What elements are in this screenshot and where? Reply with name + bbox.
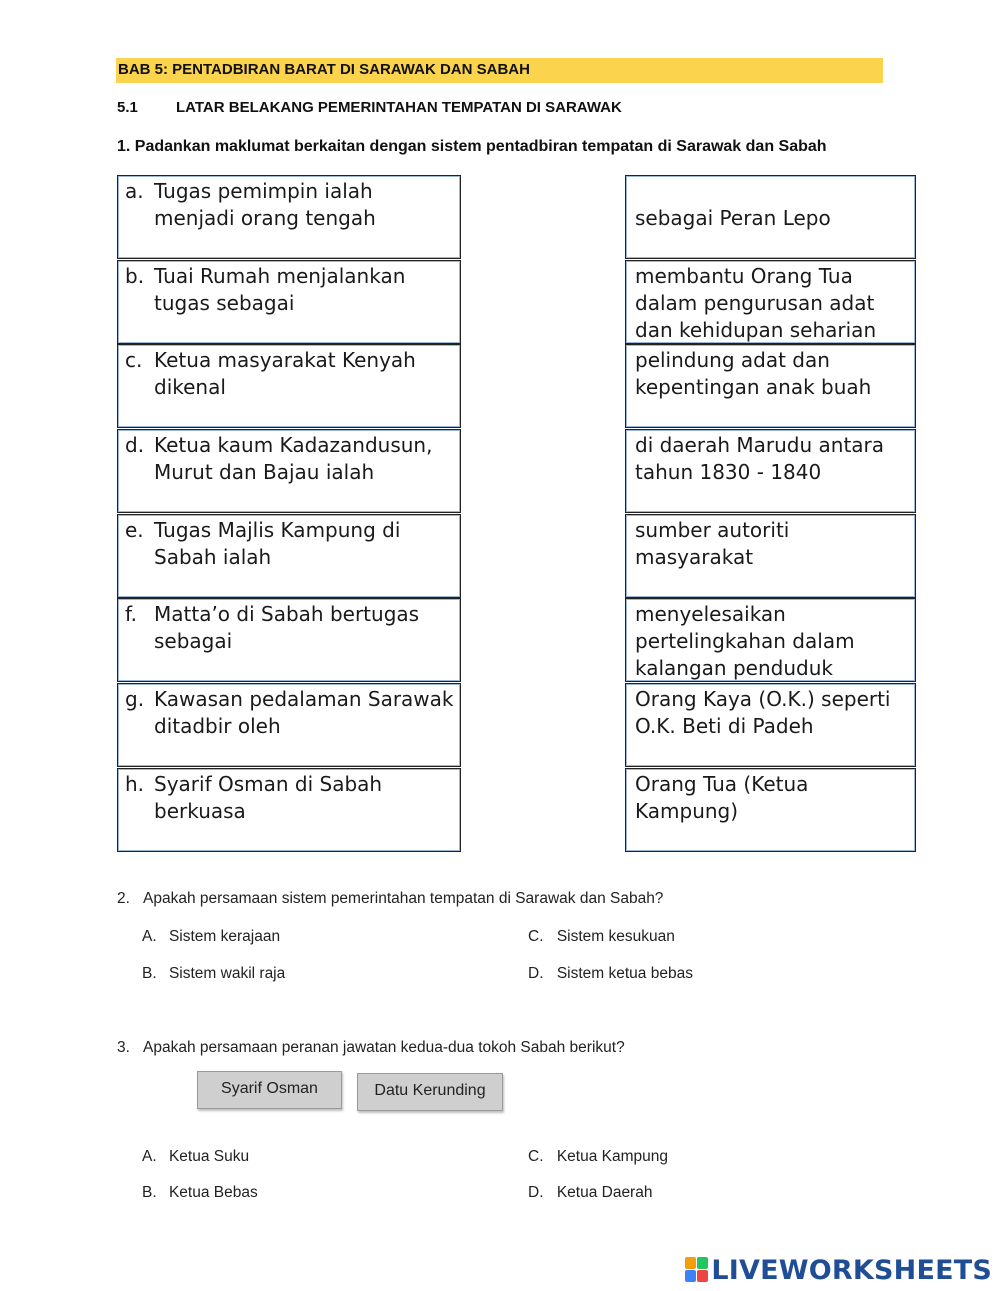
- question-2-number: 2.: [117, 890, 130, 907]
- item-text: pelindung adat dan kepentingan anak buah: [635, 348, 872, 399]
- match-left-item[interactable]: [117, 429, 461, 513]
- match-left-item[interactable]: [117, 175, 461, 259]
- match-left-item[interactable]: [117, 598, 461, 682]
- option-letter: C.: [528, 928, 544, 945]
- match-left-item[interactable]: [117, 768, 461, 852]
- match-left-item[interactable]: [117, 260, 461, 344]
- item-text: Tugas pemimpin ialah menjadi orang tengah: [154, 179, 376, 230]
- option-letter: D.: [528, 1184, 544, 1201]
- item-letter: g.: [125, 687, 145, 711]
- q3-option-d[interactable]: [528, 1184, 652, 1202]
- q2-option-c[interactable]: [528, 928, 675, 946]
- option-letter: B.: [142, 965, 157, 982]
- chapter-title: BAB 5: PENTADBIRAN BARAT DI SARAWAK DAN SABAH: [118, 61, 530, 78]
- option-text: Ketua Bebas: [168, 1184, 258, 1201]
- option-letter: A.: [142, 928, 157, 945]
- option-letter: B.: [142, 1184, 157, 1201]
- logo-wordmark: LIVEWORKSHEETS: [711, 1254, 992, 1286]
- item-letter: d.: [125, 433, 145, 457]
- option-text: Ketua Suku: [168, 1148, 250, 1165]
- q2-option-a[interactable]: [142, 928, 280, 946]
- item-text: di daerah Marudu antara tahun 1830 - 1840: [635, 433, 885, 484]
- item-text: Matta’o di Sabah bertugas sebagai: [154, 602, 420, 653]
- item-text: Kawasan pedalaman Sarawak ditadbir oleh: [154, 687, 454, 738]
- figure-syarif-osman-box: Syarif Osman: [197, 1071, 342, 1109]
- item-text: menyelesaikan pertelingkahan dalam kalangan penduduk: [635, 602, 855, 680]
- item-letter: c.: [125, 348, 143, 372]
- question-3-number: 3.: [117, 1039, 130, 1056]
- item-letter: b.: [125, 264, 145, 288]
- item-letter: f.: [125, 602, 137, 626]
- q2-option-d[interactable]: [528, 965, 693, 983]
- option-letter: D.: [528, 965, 544, 982]
- match-left-item[interactable]: [117, 344, 461, 428]
- item-letter: h.: [125, 772, 145, 796]
- item-text: sumber autoriti masyarakat: [635, 518, 790, 569]
- liveworksheets-logo-icon: [685, 1257, 709, 1283]
- match-right-item[interactable]: [625, 514, 916, 598]
- section-number: 5.1: [117, 99, 138, 116]
- option-text: Ketua Kampung: [556, 1148, 668, 1165]
- item-text: membantu Orang Tua dalam pengurusan adat dan kehidupan seharian: [635, 264, 877, 342]
- item-letter: a.: [125, 179, 144, 203]
- question-3-text: Apakah persamaan peranan jawatan kedua-dua tokoh Sabah berikut?: [143, 1039, 625, 1056]
- match-right-item[interactable]: [625, 175, 916, 259]
- match-left-item[interactable]: [117, 683, 461, 767]
- match-right-item[interactable]: [625, 683, 916, 767]
- option-letter: C.: [528, 1148, 544, 1165]
- item-text: Orang Tua (Ketua Kampung): [635, 772, 809, 823]
- match-left-item[interactable]: [117, 514, 461, 598]
- chapter-title-bar: [116, 58, 883, 83]
- item-text: Ketua kaum Kadazandusun, Murut dan Bajau ialah: [154, 433, 433, 484]
- match-right-item[interactable]: [625, 260, 916, 344]
- match-right-item[interactable]: [625, 344, 916, 428]
- option-letter: A.: [142, 1148, 157, 1165]
- q3-option-c[interactable]: [528, 1148, 668, 1166]
- item-text: Tuai Rumah menjalankan tugas sebagai: [154, 264, 406, 315]
- figure-datu-kerunding-box: Datu Kerunding: [357, 1073, 503, 1111]
- match-right-item[interactable]: [625, 768, 916, 852]
- option-text: Sistem ketua bebas: [556, 965, 693, 982]
- option-text: Sistem kesukuan: [556, 928, 675, 945]
- q2-option-b[interactable]: [142, 965, 285, 983]
- match-right-item[interactable]: [625, 429, 916, 513]
- item-text: Syarif Osman di Sabah berkuasa: [154, 772, 383, 823]
- match-right-item[interactable]: [625, 598, 916, 682]
- option-text: Sistem wakil raja: [168, 965, 286, 982]
- item-text: sebagai Peran Lepo: [635, 206, 831, 230]
- liveworksheets-logo[interactable]: [685, 1254, 992, 1286]
- q3-option-a[interactable]: [142, 1148, 249, 1166]
- option-text: Sistem kerajaan: [168, 928, 281, 945]
- item-letter: e.: [125, 518, 144, 542]
- option-text: Ketua Daerah: [556, 1184, 653, 1201]
- question-1-instruction: 1. Padankan maklumat berkaitan dengan sistem pentadbiran tempatan di Sarawak dan Sabah: [117, 138, 827, 155]
- section-title: LATAR BELAKANG PEMERINTAHAN TEMPATAN DI SARAWAK: [176, 99, 622, 116]
- item-text: Orang Kaya (O.K.) seperti O.K. Beti di Padeh: [635, 687, 891, 738]
- item-text: Ketua masyarakat Kenyah dikenal: [154, 348, 416, 399]
- q3-option-b[interactable]: [142, 1184, 258, 1202]
- item-text: Tugas Majlis Kampung di Sabah ialah: [154, 518, 401, 569]
- question-2-text: Apakah persamaan sistem pemerintahan tempatan di Sarawak dan Sabah?: [143, 890, 664, 907]
